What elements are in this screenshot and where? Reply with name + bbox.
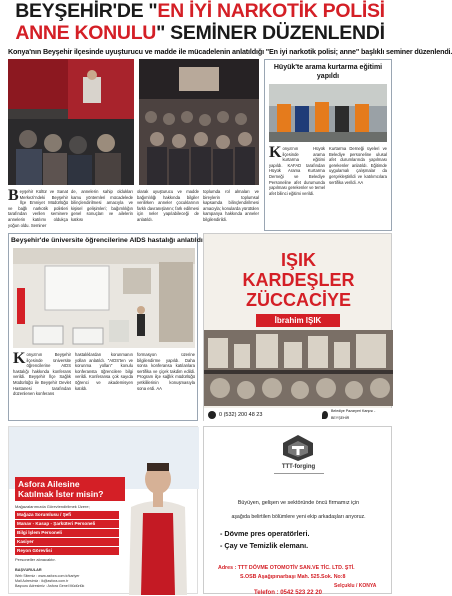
aids-col1-text: onya'nın Beyşehir ilçesinde üniversite öğrencilerine AIDS hastalığı hakkında konferans verildi. Beyşehir İlçe Sağlık Müdürlüğü ile Beyşehir Devlet Hastanesi tarafından düzenlenen konferans xyxy=(13,352,71,397)
headline-line1-part1: BEYŞEHİR'DE " xyxy=(15,0,158,22)
main-article-col4 xyxy=(203,189,259,229)
aids-col2 xyxy=(75,352,133,418)
asfora-ad-outro: Personeller alınacaktır. xyxy=(15,557,56,562)
asfora-ad-item-3-text: Kasiyer xyxy=(17,539,34,544)
headline-line1 xyxy=(8,0,392,22)
asfora-ad-item-0-text: Mağaza Sorumlusu / Şefi xyxy=(17,512,72,517)
aids-col2-text: hastalıklardan korunmanın yolları anlatıldı. "AIDS'ten ve korunma yolları" konulu konferansta öğrencilere bilgi verildi. Konferansa çok sayıda öğrenci ve akademisyen katıldı. xyxy=(75,352,133,391)
huyuk-photo xyxy=(269,84,387,142)
aids-dropcap: K xyxy=(13,350,26,367)
asfora-ad-contact-heading: BAŞVURULAR xyxy=(15,568,42,572)
aids-box-title: Beyşehir'de üniversite öğrencilerine AIDS hastalığı anlatıldı xyxy=(11,237,203,244)
main-photo-right xyxy=(139,59,259,185)
ttt-logo-icon xyxy=(280,433,316,463)
isik-ad-footer xyxy=(204,408,393,422)
ttt-brand: TTT-forging xyxy=(281,464,316,470)
isik-ad-line2: KARDEŞLER xyxy=(242,270,355,290)
asfora-ad-intro: Mağazalarımızda Görevlendirilmek Üzere; xyxy=(15,504,90,509)
main-article-col3-text: olarak uyuşturucu ve madde bağımlılığı hakkında bilgiler verilirken anneler çocuklarının farklı davranışlarını; fark edilmesi için neler yapılabileceği de anlatıldı. xyxy=(137,189,199,222)
asfora-ad xyxy=(8,426,198,594)
ttt-item-1: - Çay ve Temizlik elemanı. xyxy=(220,541,309,550)
huyuk-col2-text: Kurtarma Derneği üyeleri ve Belediye personeline ulusal afet durumlarında yapılması gerekenler anlatıldı. Eğitimde uygulamalı çalışmalar da gerçekleştirildi ve katılımcılara sertifika verildi. AA xyxy=(329,146,387,185)
headline-line1-red: EN İYİ NARKOTİK POLİSİ xyxy=(157,0,385,22)
ttt-address-line1: Adres : TTT DÖVME OTOMOTİV SAN.VE TİC. LTD. ŞTİ. xyxy=(218,565,355,571)
headline-line2-red: ANNE KONULU xyxy=(15,22,157,44)
asfora-ad-title-line1: Asfora Ailesine xyxy=(18,479,80,489)
main-article-col1 xyxy=(8,189,68,229)
asfora-ad-contact-0: Web Sitemiz : www.asfora.com.tr/kariyer xyxy=(15,574,80,578)
isik-ad xyxy=(203,233,392,421)
isik-ad-line1: IŞIK xyxy=(280,250,316,270)
isik-ad-address: Belediye Pazaryeri Karşısı - BEYŞEHİR xyxy=(331,409,376,420)
isik-ad-phone: 0 (532) 200 48 23 xyxy=(219,412,263,418)
huyuk-box xyxy=(264,59,392,231)
asfora-ad-item-3 xyxy=(15,538,119,546)
asfora-ad-item-2-text: Bilgi İşlem Personeli xyxy=(17,530,62,535)
aids-col1 xyxy=(13,352,71,418)
huyuk-photo-image xyxy=(269,84,387,142)
ttt-brand-rule xyxy=(274,473,324,474)
main-article-col2 xyxy=(71,189,133,229)
asfora-ad-item-2 xyxy=(15,529,119,537)
asfora-ad-item-4-text: Reyon Görevlisi xyxy=(17,548,52,553)
isik-ad-products-image xyxy=(204,330,393,406)
headline-line2 xyxy=(8,22,392,44)
headline-subtitle: Konya'nın Beyşehir ilçesinde uyuşturucu ve madde ile mücadelenin anlatıldığı "En iyi narkotik polisi; anne" başlıklı seminer düzenlendi. xyxy=(8,47,452,56)
aids-photo-image xyxy=(13,248,195,348)
isik-ad-line3: ZÜCCACİYE xyxy=(245,290,351,310)
huyuk-dropcap: K xyxy=(269,144,282,161)
ttt-text1: Büyüyen, gelişen ve sektöründe öncü firmamız için xyxy=(237,500,360,506)
main-photo-left-image xyxy=(8,59,134,185)
location-icon xyxy=(322,411,328,419)
ttt-item-0-text: Dövme pres operatörleri. xyxy=(224,529,310,538)
ttt-ad xyxy=(203,426,392,594)
aids-box xyxy=(8,233,203,421)
ttt-item-1-text: Çay ve Temizlik elemanı. xyxy=(224,541,309,550)
asfora-ad-contact-1: Mail Adresimiz : ik@asfora.com.tr xyxy=(15,579,69,583)
aids-col3-text: formasyon üzerine bilgilendirme yapıldı. Daha sonra konferansa katılanlara sertifika ve çiçek takdim edildi. Program ilçe sağlık müdürlüğü yetkililerinin konuşmasıyla sona erdi. AA xyxy=(137,352,195,391)
huyuk-col2 xyxy=(329,146,387,226)
huyuk-box-title: Hüyük'te arama kurtarma eğitimi yapıldı xyxy=(273,64,383,80)
main-photo-left xyxy=(8,59,134,185)
asfora-ad-title-line2: Katılmak İster misin? xyxy=(18,489,104,499)
main-article-col1-text: eyşehir Kültür ve Sanat Merkezi'ndeki Beyşehir İlçe Emniyet Müdürlüğü ve bağlı narkotik polisleri tarafından verilen seminere annelerin katılımı oldukça yoğun oldu. Seminer xyxy=(8,189,68,228)
ttt-text2: aşağıda belirtilen bölümlere yeni ekip arkadaşları arıyoruz. xyxy=(231,514,366,520)
ttt-phone: Telefon : 0542 523 22 20 xyxy=(254,590,322,596)
asfora-ad-item-1-text: Manav - Kasap - Şarküteri Personeli xyxy=(17,521,96,526)
headline-line2-part2: " SEMİNER DÜZENLENDİ xyxy=(156,22,385,44)
ttt-address-line2: S.OSB Aşağıpınarbaşı Mah. 525.Sok. No:8 xyxy=(240,574,346,580)
huyuk-col1 xyxy=(269,146,325,226)
asfora-ad-contact-2: Başvuru Adresimiz : Asfora Genel Müdürlük xyxy=(15,584,85,588)
main-article-col2-text: de, annelerin sahip oldukları kamu yöntemleri mücadelede bilinçlendirilmesi amacıyla ve kişisel gelişimleri; bağımlılığın genel sonuçları ve ailelerin katkısı xyxy=(71,189,133,222)
ttt-address-line3: Selçuklu / KONYA xyxy=(334,583,377,589)
asfora-ad-item-4 xyxy=(15,547,119,555)
asfora-ad-item-0 xyxy=(15,511,119,519)
asfora-ad-title xyxy=(15,477,125,501)
aids-photo xyxy=(13,248,195,348)
huyuk-col1-text: onya'nın Hüyük ilçesinde arama kurtarma eğitimi yapıldı. KAFAD tarafından Hüyük Arama Kurtarma Derneği ve Belediye Personeline afet durumunda yapılması gerekenler ve temel afet bilinci eğitimi verildi. xyxy=(269,146,325,196)
isik-ad-owner-badge xyxy=(256,314,340,327)
aids-col3 xyxy=(137,352,195,418)
main-photo-right-image xyxy=(139,59,259,185)
isik-ad-owner: İbrahim IŞIK xyxy=(274,316,322,325)
ttt-item-0: - Dövme pres operatörleri. xyxy=(220,529,310,538)
asfora-ad-person-image xyxy=(121,457,195,595)
main-article-dropcap: B xyxy=(8,187,19,204)
whatsapp-icon xyxy=(208,411,216,419)
main-article-col4-text: toplumda rol almaları ve bireylerin toplumsal kapsamda bilinçlendirilmesi amacıyla; konularda yürütülen kampanya hakkında anneler bilgilendirildi. xyxy=(203,189,259,222)
asfora-ad-item-1 xyxy=(15,520,119,528)
main-article-col3 xyxy=(137,189,199,229)
